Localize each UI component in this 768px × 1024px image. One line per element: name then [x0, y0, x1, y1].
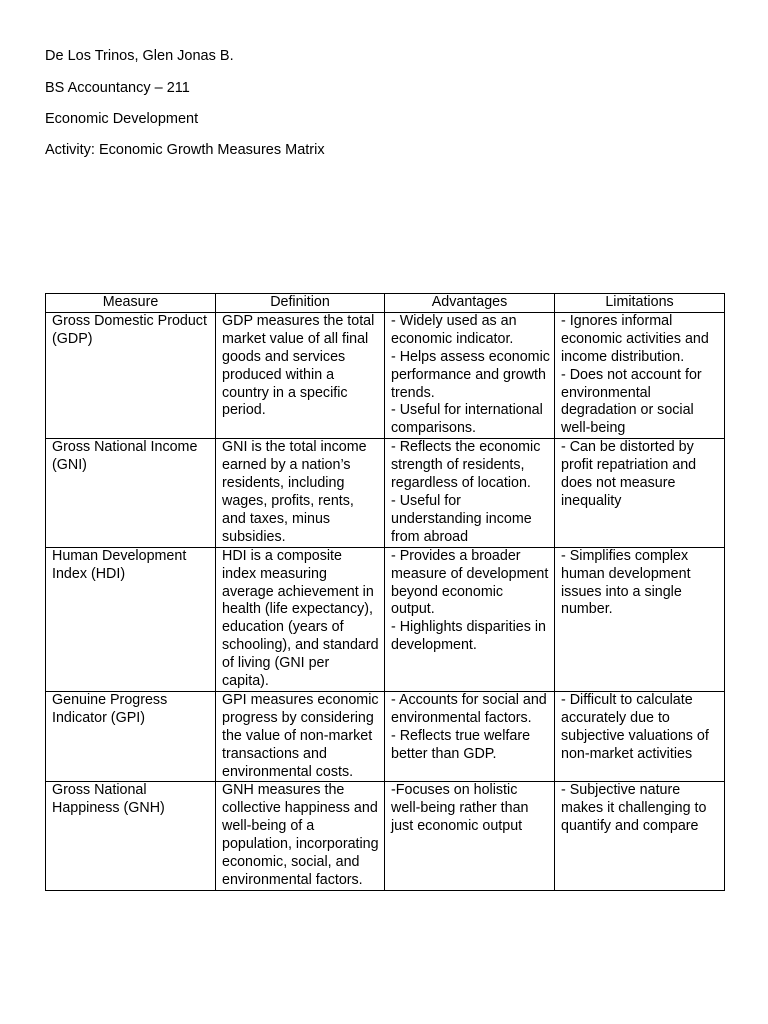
- advantage-item: - Reflects the economic strength of residents, regardless of location.: [391, 439, 541, 492]
- limitation-item: - Can be distorted by profit repatriation and does not measure inequality: [561, 439, 697, 509]
- limitations-cell: [555, 312, 725, 438]
- definition-cell: GPI measures economic progress by considering the value of non-market transactions and environmental costs.: [216, 691, 385, 782]
- definition-cell: GNI is the total income earned by a nation’s residents, including wages, profits, rents, and taxes, minus subsidies.: [216, 439, 385, 547]
- advantages-cell: [385, 547, 555, 691]
- growth-measures-matrix: [45, 293, 725, 891]
- table-row: [46, 547, 725, 691]
- advantage-item: - Provides a broader measure of development beyond economic output.: [391, 547, 549, 618]
- advantages-cell: [385, 439, 555, 547]
- advantage-item: - Highlights disparities in development.: [391, 619, 546, 654]
- limitations-cell: [555, 547, 725, 691]
- student-name: De Los Trinos, Glen Jonas B.: [45, 48, 234, 64]
- column-header-advantages: Advantages: [385, 294, 555, 313]
- limitations-cell: [555, 439, 725, 547]
- advantage-item: - Widely used as an economic indicator.: [391, 312, 517, 347]
- advantage-item: - Useful for understanding income from abroad: [391, 492, 532, 545]
- advantages-cell: [385, 691, 555, 782]
- advantage-item: - Helps assess economic performance and growth trends.: [391, 348, 550, 401]
- definition-cell: HDI is a composite index measuring average achievement in health (life expectancy), education (years of schooling), and standard of living (GNI per capita).: [216, 547, 385, 691]
- limitations-cell: [555, 691, 725, 782]
- limitation-item: - Ignores informal economic activities and income distribution.: [561, 312, 709, 365]
- course-section: BS Accountancy – 211: [45, 80, 190, 96]
- column-header-measure: Measure: [46, 294, 216, 313]
- table-row: [46, 782, 725, 890]
- definition-cell: GNH measures the collective happiness and well-being of a population, incorporating economic, social, and environmental factors.: [216, 782, 385, 890]
- advantage-item: - Accounts for social and environmental factors.: [391, 691, 547, 726]
- measure-cell: Genuine Progress Indicator (GPI): [46, 691, 216, 782]
- table-row: [46, 439, 725, 547]
- advantage-item: -Focuses on holistic well-being rather than just economic output: [391, 782, 529, 835]
- column-header-definition: Definition: [216, 294, 385, 313]
- table-header-row: [46, 294, 725, 313]
- limitation-item: - Difficult to calculate accurately due to subjective valuations of non-market activities: [561, 691, 709, 762]
- limitation-item: - Simplifies complex human development issues into a single number.: [561, 547, 691, 618]
- measure-cell: Human Development Index (HDI): [46, 547, 216, 691]
- advantages-cell: [385, 312, 555, 438]
- definition-cell: GDP measures the total market value of all final goods and services produced within a country in a specific period.: [216, 312, 385, 438]
- limitation-item: - Does not account for environmental degradation or social well-being: [561, 366, 702, 437]
- limitation-item: - Subjective nature makes it challenging to quantify and compare: [561, 782, 707, 835]
- advantage-item: - Reflects true welfare better than GDP.: [391, 727, 531, 762]
- table-row: [46, 312, 725, 438]
- advantage-item: - Useful for international comparisons.: [391, 402, 543, 437]
- measure-cell: Gross National Happiness (GNH): [46, 782, 216, 890]
- measure-cell: Gross National Income (GNI): [46, 439, 216, 547]
- subject-title: Economic Development: [45, 111, 199, 127]
- measure-cell: Gross Domestic Product (GDP): [46, 312, 216, 438]
- table-row: [46, 691, 725, 782]
- advantages-cell: [385, 782, 555, 890]
- column-header-limitations: Limitations: [555, 294, 725, 313]
- limitations-cell: [555, 782, 725, 890]
- activity-title: Activity: Economic Growth Measures Matrix: [45, 142, 325, 158]
